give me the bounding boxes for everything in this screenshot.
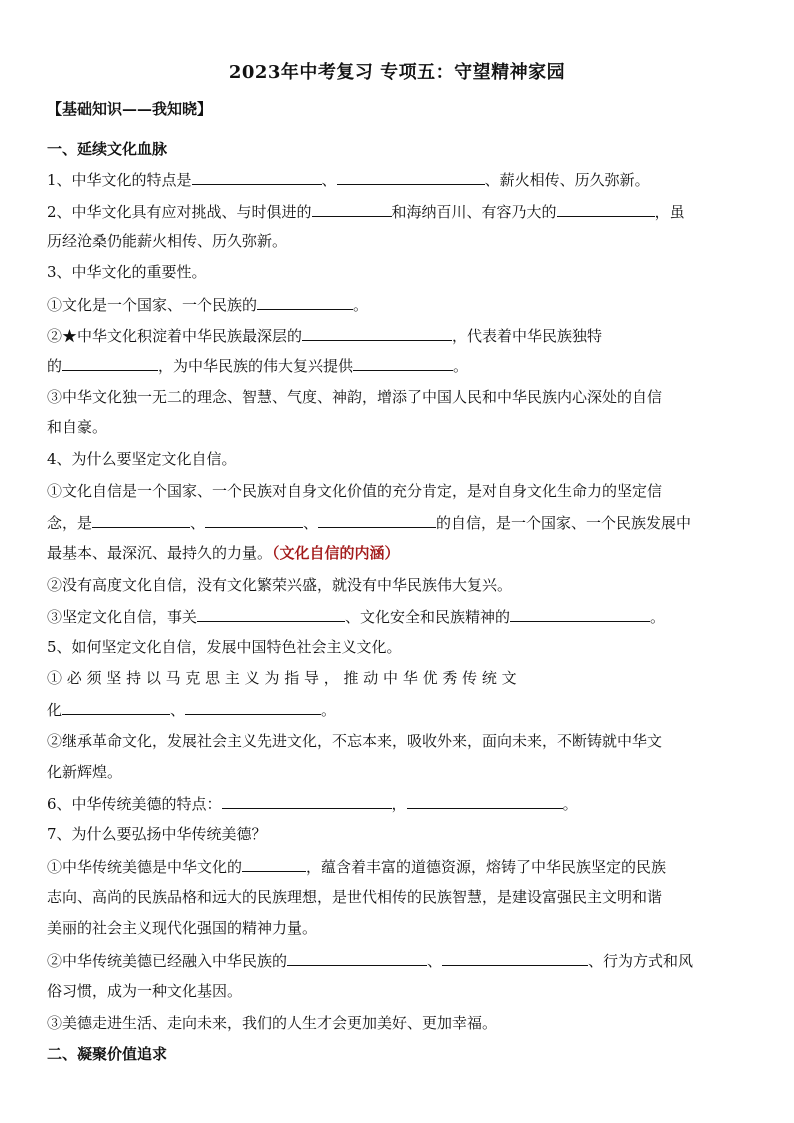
question-4-3: ③坚定文化自信，事关 、文化安全和民族精神的 。: [47, 605, 747, 628]
question-3-2: ②★中华文化积淀着中华民族最深层的 ，代表着中华民族独特: [47, 324, 747, 347]
document-title: 2023年中考复习 专项五：守望精神家园: [228, 62, 566, 83]
fill-blank[interactable]: [557, 200, 655, 217]
question-4-1: ①文化自信是一个国家、一个民族对自身文化价值的充分肯定，是对自身文化生命力的坚定信: [47, 482, 663, 500]
fill-blank[interactable]: [407, 792, 563, 809]
fill-blank[interactable]: [62, 354, 158, 371]
fill-blank[interactable]: [192, 168, 322, 185]
question-5: 5、如何坚定文化自信，发展中国特色社会主义文化。: [47, 638, 402, 656]
question-3-3-cont: 和自豪。: [47, 418, 108, 436]
question-5-2: ②继承革命文化，发展社会主义先进文化，不忘本来，吸收外来，面向未来，不断铸就中华文: [47, 732, 663, 750]
question-4: 4、为什么要坚定文化自信。: [47, 450, 237, 468]
fill-blank[interactable]: [442, 949, 588, 966]
fill-blank[interactable]: [92, 511, 190, 528]
fill-blank[interactable]: [337, 168, 485, 185]
fill-blank[interactable]: [205, 511, 303, 528]
question-3: 3、中华文化的重要性。: [47, 263, 207, 281]
question-7-2-cont: 俗习惯，成为一种文化基因。: [47, 982, 243, 1000]
question-6: 6、中华传统美德的特点： ， 。: [47, 792, 747, 815]
question-7-1-cont: 志向、高尚的民族品格和远大的民族理想，是世代相传的民族智慧，是建设富强民主文明和谐: [47, 888, 663, 906]
question-7-2: ②中华传统美德已经融入中华民族的 、 、行为方式和风: [47, 949, 747, 972]
fill-blank[interactable]: [510, 605, 650, 622]
fill-blank[interactable]: [62, 698, 170, 715]
question-5-1-cont: 化 、 。: [47, 698, 747, 721]
question-5-1: ① 必 须 坚 持 以 马 克 思 主 义 为 指 导 ， 推 动 中 华 优 秀 传 统 文: [47, 669, 517, 687]
fill-blank[interactable]: [312, 200, 392, 217]
question-3-3: ③中华文化独一无二的理念、智慧、气度、神韵，增添了中国人民和中华民族内心深处的自信: [47, 388, 663, 406]
fill-blank[interactable]: [353, 354, 453, 371]
question-7: 7、为什么要弘扬中华传统美德？: [47, 825, 267, 843]
fill-blank[interactable]: [242, 855, 306, 872]
question-4-2: ②没有高度文化自信，没有文化繁荣兴盛，就没有中华民族伟大复兴。: [47, 576, 513, 594]
section-basic-knowledge: 【基础知识——我知晓】: [47, 100, 213, 118]
fill-blank[interactable]: [197, 605, 345, 622]
fill-blank[interactable]: [302, 324, 452, 341]
question-7-3: ③美德走进生活、走向未来，我们的人生才会更加美好、更加幸福。: [47, 1014, 498, 1032]
question-3-1: ①文化是一个国家、一个民族的 。: [47, 293, 747, 316]
fill-blank[interactable]: [318, 511, 436, 528]
question-7-1-cont2: 美丽的社会主义现代化强国的精神力量。: [47, 919, 318, 937]
question-5-2-cont: 化新辉煌。: [47, 763, 123, 781]
culture-confidence-note: （文化自信的内涵）: [272, 544, 400, 562]
question-4-1-cont2: 最基本、最深沉、最持久的力量。（文化自信的内涵）: [47, 544, 400, 562]
question-3-2-cont: 的 ，为中华民族的伟大复兴提供 。: [47, 354, 747, 377]
question-2-cont: 历经沧桑仍能薪火相传、历久弥新。: [47, 232, 288, 250]
question-1: 1、中华文化的特点是 、 、薪火相传、历久弥新。: [47, 168, 747, 191]
fill-blank[interactable]: [287, 949, 427, 966]
fill-blank[interactable]: [185, 698, 321, 715]
fill-blank[interactable]: [257, 293, 353, 310]
section-1-heading: 一、延续文化血脉: [47, 140, 168, 158]
section-2-heading: 二、凝聚价值追求: [47, 1045, 168, 1063]
question-7-1: ①中华传统美德是中华文化的 ，蕴含着丰富的道德资源，熔铸了中华民族坚定的民族: [47, 855, 747, 878]
question-4-1-cont: 念，是 、 、 的自信，是一个国家、一个民族发展中: [47, 511, 747, 534]
fill-blank[interactable]: [222, 792, 392, 809]
question-2: 2、中华文化具有应对挑战、与时俱进的 和海纳百川、有容乃大的 ，虽: [47, 200, 747, 223]
